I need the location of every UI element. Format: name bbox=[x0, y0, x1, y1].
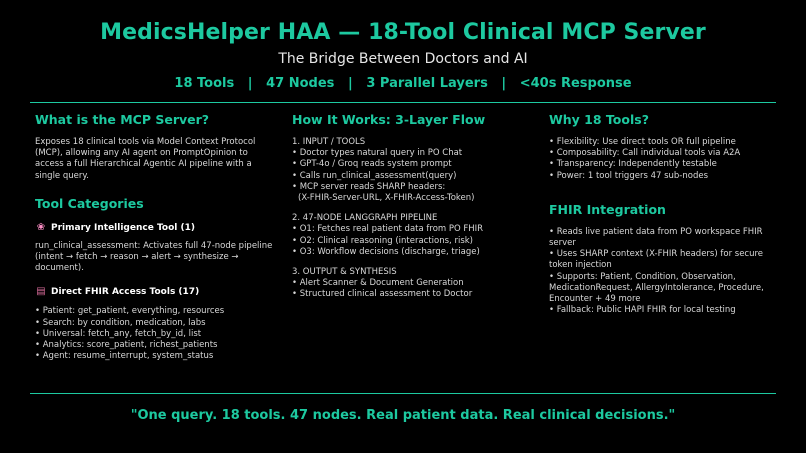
list-item: • Supports: Patient, Condition, Observation, MedicationRequest, AllergyIntolerance, Procedure, Encounter + 49 more bbox=[549, 271, 764, 305]
list-item: • Fallback: Public HAPI FHIR for local testing bbox=[549, 305, 736, 316]
list-item: (X-FHIR-Server-URL, X-FHIR-Access-Token) bbox=[298, 193, 475, 204]
list-item: • O1: Fetches real patient data from PO FHIR bbox=[292, 224, 484, 235]
column-why-18-tools bbox=[549, 112, 784, 316]
section-heading-fhir-integration: FHIR Integration bbox=[549, 201, 666, 217]
list-item: • Agent: resume_interrupt, system_status bbox=[35, 351, 214, 362]
stats-bar: 18 Tools | 47 Nodes | 3 Parallel Layers | <40s Response bbox=[174, 76, 632, 91]
flow-step-heading: 3. OUTPUT & SYNTHESIS bbox=[292, 267, 397, 278]
list-item: • Alert Scanner & Document Generation bbox=[292, 278, 464, 289]
list-item: • Analytics: score_patient, richest_patients bbox=[35, 340, 218, 351]
list-item: • MCP server reads SHARP headers: bbox=[292, 181, 446, 192]
column-mcp-server bbox=[35, 112, 275, 362]
list-item: • O2: Clinical reasoning (interactions, risk) bbox=[292, 235, 473, 246]
bottom-divider bbox=[30, 393, 776, 394]
list-item: • Uses SHARP context (X-FHIR headers) for secure token injection bbox=[549, 249, 764, 271]
section-heading-what-is-mcp: What is the MCP Server? bbox=[35, 112, 210, 127]
list-item: • Calls run_clinical_assessment(query) bbox=[292, 170, 457, 181]
column-how-it-works bbox=[292, 112, 532, 301]
flow-step-list bbox=[292, 278, 532, 300]
footer-quote: "One query. 18 tools. 47 nodes. Real patient data. Real clinical decisions." bbox=[130, 408, 676, 423]
flow-step-heading: 2. 47-NODE LANGGRAPH PIPELINE bbox=[292, 213, 438, 224]
top-divider bbox=[30, 102, 776, 103]
list-item: • Doctor types natural query in PO Chat bbox=[292, 148, 463, 159]
flow-step-heading: 1. INPUT / TOOLS bbox=[292, 137, 366, 147]
list-item: • Transparency: Independently testable bbox=[549, 159, 717, 170]
page-title: MedicsHelper HAA — 18-Tool Clinical MCP Server bbox=[100, 20, 706, 45]
primary-tool-label: Primary Intelligence Tool (1) bbox=[51, 222, 195, 233]
database-icon: ▤ bbox=[36, 286, 46, 298]
direct-tools-heading bbox=[35, 286, 275, 298]
why-tools-list bbox=[549, 137, 784, 182]
page-subtitle: The Bridge Between Doctors and AI bbox=[278, 51, 528, 67]
primary-tool-heading bbox=[35, 222, 275, 234]
list-item: • Patient: get_patient, everything, resources bbox=[35, 306, 225, 317]
list-item: • Reads live patient data from PO workspace FHIR server bbox=[549, 226, 763, 249]
section-heading-why-18-tools: Why 18 Tools? bbox=[549, 112, 649, 127]
flow-step-list bbox=[292, 224, 532, 258]
flow-step-list bbox=[292, 148, 532, 204]
list-item: • GPT-4o / Groq reads system prompt bbox=[292, 159, 452, 170]
direct-tools-label: Direct FHIR Access Tools (17) bbox=[51, 287, 200, 298]
mcp-description: Exposes 18 clinical tools via Model Context Protocol (MCP), allowing any AI agent on PromptOpinion to access a full Hierarchical Agentic AI pipeline with a single query. bbox=[35, 137, 256, 181]
list-item: • Power: 1 tool triggers 47 sub-nodes bbox=[549, 170, 709, 181]
list-item: • Universal: fetch_any, fetch_by_id, list bbox=[35, 328, 202, 339]
primary-tool-description: run_clinical_assessment: Activates full 47-node pipeline (intent → fetch → reason → alert → synthesize → document). bbox=[35, 240, 273, 274]
list-item: • Composability: Call individual tools via A2A bbox=[549, 148, 741, 159]
section-heading-tool-categories: Tool Categories bbox=[35, 195, 144, 211]
brain-icon: ❀ bbox=[36, 221, 46, 233]
list-item: • O3: Workflow decisions (discharge, triage) bbox=[292, 246, 480, 257]
list-item: • Structured clinical assessment to Doctor bbox=[292, 289, 473, 300]
direct-tools-list bbox=[35, 306, 275, 362]
fhir-list bbox=[549, 227, 784, 317]
list-item: • Search: by condition, medication, labs bbox=[35, 317, 206, 328]
section-heading-how-it-works: How It Works: 3-Layer Flow bbox=[292, 112, 486, 127]
list-item: • Flexibility: Use direct tools OR full pipeline bbox=[549, 137, 736, 147]
